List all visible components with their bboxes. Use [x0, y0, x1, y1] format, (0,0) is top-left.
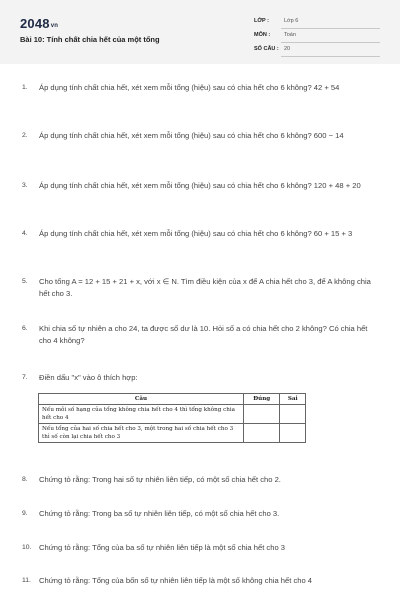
meta-grade-value: Lớp 6 [284, 18, 299, 24]
meta-count-value: 20 [284, 46, 291, 52]
worksheet-header [0, 0, 400, 64]
meta-subject-label: MÔN : [254, 32, 271, 38]
statement-cell: Nếu mỗi số hạng của tổng không chia hết cho 4 thì tổng không chia hết cho 4 [39, 405, 244, 424]
meta-underline [281, 56, 380, 57]
question-number: 6. [22, 325, 28, 332]
meta-subject [254, 32, 380, 43]
question-text: Chứng tỏ rằng: Trong hai số tự nhiên liên tiếp, có một số chia hết cho 2. [39, 475, 281, 484]
site-logo[interactable] [20, 16, 58, 31]
question-number: 1. [22, 84, 28, 91]
true-answer-cell[interactable] [244, 405, 280, 424]
question-text: Cho tổng A = 12 + 15 + 21 + x, với x ∈ N. Tìm điều kiện của x để A chia hết cho 3, để A không chia hết cho 3. [39, 277, 371, 298]
logo-suffix: vn [50, 23, 59, 29]
column-header-true: Đúng [244, 394, 280, 405]
meta-count [254, 46, 380, 57]
meta-underline [281, 42, 380, 43]
question-number: 11. [22, 577, 31, 584]
table-row [39, 424, 306, 443]
meta-underline [281, 28, 380, 29]
meta-grade [254, 18, 380, 29]
true-false-table [38, 393, 306, 443]
statement-cell: Nếu tổng của hai số chia hết cho 3, một trong hai số chia hết cho 3 thì số còn lại chia hết cho 3 [39, 424, 244, 443]
column-header-false: Sai [280, 394, 306, 405]
question-number: 4. [22, 230, 28, 237]
meta-subject-value: Toán [284, 32, 296, 38]
question-text: Áp dụng tính chất chia hết, xét xem mỗi tổng (hiệu) sau có chia hết cho 6 không? 42 + 54 [39, 83, 340, 92]
meta-grade-label: LỚP : [254, 18, 269, 24]
true-answer-cell[interactable] [244, 424, 280, 443]
question-text: Áp dụng tính chất chia hết, xét xem mỗi tổng (hiệu) sau có chia hết cho 6 không? 120 + 48 + 20 [39, 181, 361, 190]
question-number: 10. [22, 544, 32, 551]
question-number: 7. [22, 374, 28, 381]
lesson-title: Bài 10: Tính chất chia hết của một tổng [20, 35, 160, 44]
table-row [39, 405, 306, 424]
column-header-statement: Câu [39, 394, 244, 405]
question-number: 9. [22, 510, 28, 517]
question-number: 2. [22, 132, 28, 139]
false-answer-cell[interactable] [280, 424, 306, 443]
table-header-row [39, 394, 306, 405]
question-text: Chứng tỏ rằng: Trong ba số tự nhiên liên tiếp, có một số chia hết cho 3. [39, 509, 280, 518]
logo-text: 2048 [20, 16, 50, 31]
question-text: Áp dụng tính chất chia hết, xét xem mỗi tổng (hiệu) sau có chia hết cho 6 không? 600 − 14 [39, 131, 344, 140]
question-text: Chứng tỏ rằng: Tổng của bốn số tự nhiên liên tiếp là một số không chia hết cho 4 [39, 576, 313, 585]
question-text: Khi chia số tự nhiên a cho 24, ta được số dư là 10. Hỏi số a có chia hết cho 2 không? Có chia hết cho 4 không? [39, 324, 368, 345]
meta-count-label: SỐ CÂU : [254, 46, 279, 52]
question-number: 3. [22, 182, 28, 189]
question-text: Chứng tỏ rằng: Tổng của ba số tự nhiên liên tiếp là một số chia hết cho 3 [39, 543, 286, 552]
question-number: 8. [22, 476, 28, 483]
question-text: Áp dụng tính chất chia hết, xét xem mỗi tổng (hiệu) sau có chia hết cho 6 không? 60 + 15 + 3 [39, 229, 353, 238]
false-answer-cell[interactable] [280, 405, 306, 424]
question-text: Điền dấu "x" vào ô thích hợp: [39, 373, 138, 382]
question-number: 5. [22, 278, 28, 285]
